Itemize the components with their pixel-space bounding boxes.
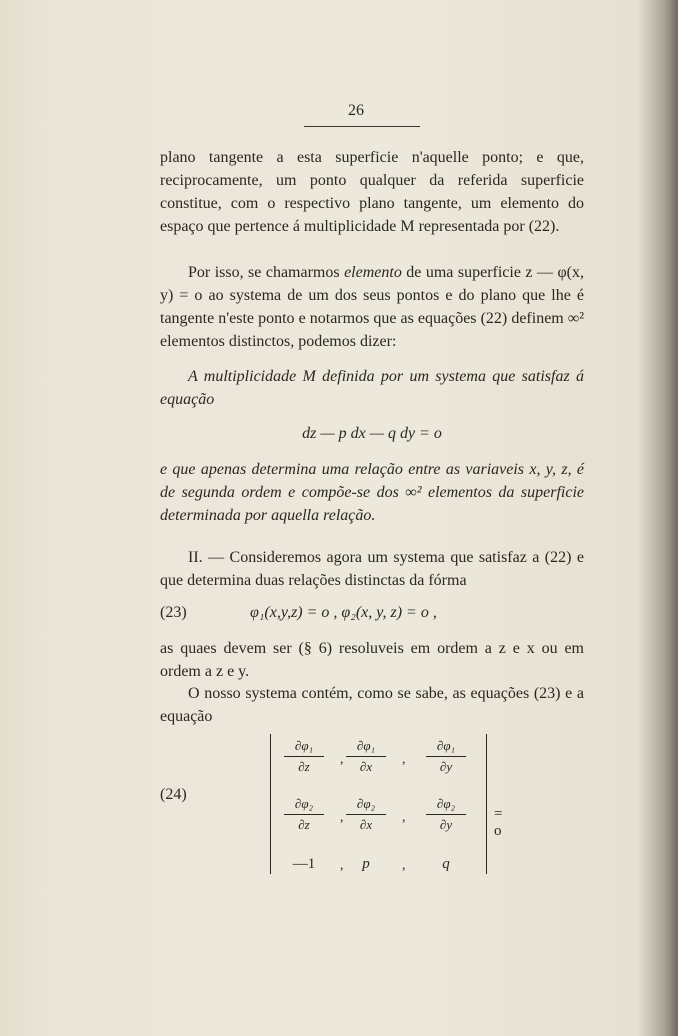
paragraph-1	[160, 146, 584, 238]
det-left-bar	[270, 734, 271, 874]
det-sep: ,	[340, 810, 344, 825]
det-sep: ,	[340, 858, 344, 873]
paragraph-3	[160, 546, 584, 592]
eq24-label: (24)	[160, 786, 187, 803]
paragraph-2	[160, 261, 584, 353]
para5-text: O nosso systema contém, como se sabe, as equações (23) e a equação	[160, 685, 584, 725]
para1-text: plano tangente a esta superficie n'aquelle ponto; e que, reciprocamente, um ponto qualquer da referida superficie constitue, com o respectivo plano tangente, um elemento do espaço que pertence á multiplicidade M representada por (22).	[160, 149, 584, 235]
equation-dz: dz — p dx — q dy = o	[302, 425, 442, 442]
para2-text	[160, 261, 584, 353]
det-r3c3: q	[442, 856, 450, 872]
det-sep: ,	[402, 810, 406, 825]
para2-emphasis: elemento	[344, 264, 402, 281]
page-number: 26	[348, 102, 364, 119]
det-equals: = o	[494, 806, 503, 839]
para4-text: as quaes devem ser (§ 6) resoluveis em ordem a z e x ou em ordem a z e y.	[160, 640, 584, 680]
theorem2-text: e que apenas determina uma relação entre as variaveis x, y, z, é de segunda ordem e compõe-se dos ∞² elementos da superficie determinada por aquella relação.	[160, 461, 584, 524]
para2-start: Por isso, se chamarmos	[188, 264, 345, 281]
det-sep: ,	[402, 752, 406, 767]
det-r1c2: $\frac{\text{∂φ₁}}{\partial x}$	[346, 738, 386, 775]
det-r1c3: $\frac{\text{∂φ₁}}{\partial y}$	[426, 738, 466, 775]
eq23-body: φ₁(x,y,z) = o , φ₂(x, y, z) = o ,	[250, 604, 437, 621]
det-sep: ,	[340, 752, 344, 767]
det-r2c3: $\frac{\text{∂φ₂}}{\partial y}$	[426, 796, 466, 833]
paragraph-4	[160, 637, 584, 683]
det-r1c1: $\frac{\text{∂φ₁}}{\partial z}$	[284, 738, 324, 775]
det-sep: ,	[402, 858, 406, 873]
eq23-label: (23)	[160, 604, 187, 621]
paragraph-5	[160, 682, 584, 728]
theorem-statement-2	[160, 458, 584, 527]
det-r3c2: p	[362, 856, 370, 872]
theorem-statement-1	[160, 365, 584, 411]
det-r3c1: —1	[292, 856, 316, 872]
header-rule	[304, 126, 420, 127]
para3-text: II. — Consideremos agora um systema que satisfaz a (22) e que determina duas relações distinctas da fórma	[160, 549, 584, 589]
det-r2c2: $\frac{\text{∂φ₂}}{\partial x}$	[346, 796, 386, 833]
det-r2c1: $\frac{\text{∂φ₂}}{\partial z}$	[284, 796, 324, 833]
det-right-bar	[486, 734, 487, 874]
theorem1-text: A multiplicidade M definida por um systema que satisfaz á equação	[160, 368, 584, 408]
para2-end: de uma superficie z — φ(x, y) = o ao systema de um dos seus pontos e do plano que lhe é tangente n'este ponto e notarmos que as equações (22) definem ∞² elementos distinctos, podemos dizer:	[160, 264, 585, 350]
